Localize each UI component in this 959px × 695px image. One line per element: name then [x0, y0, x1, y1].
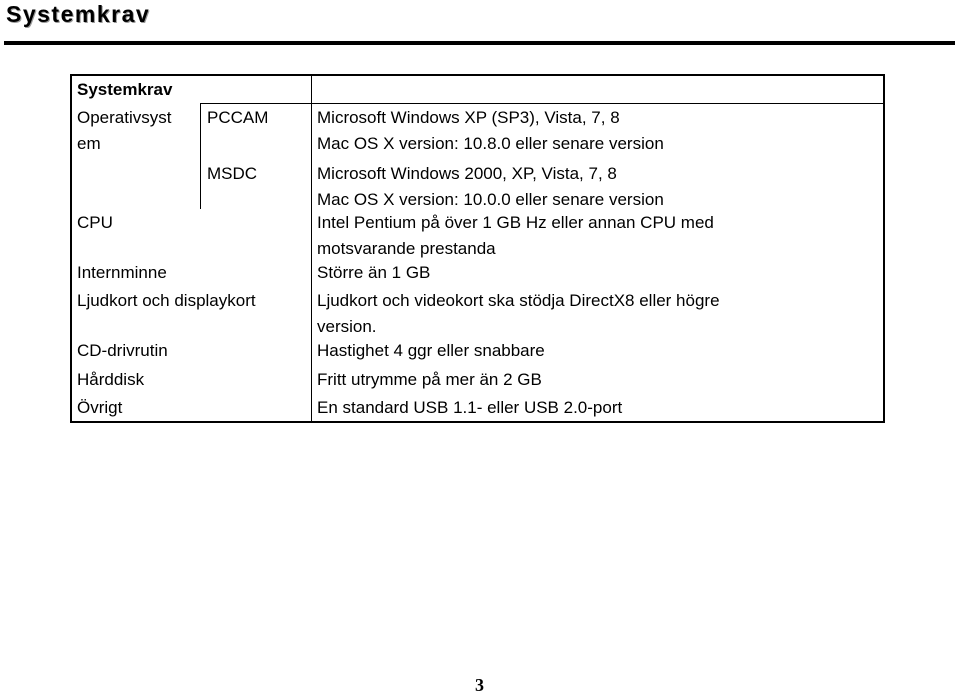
requirement-value-cd-drive: Hastighet 4 ggr eller snabbare — [317, 341, 545, 360]
requirement-line: version. — [317, 317, 377, 336]
requirement-line: Microsoft Windows XP (SP3), Vista, 7, 8 — [317, 108, 620, 127]
requirement-label-memory: Internminne — [77, 263, 167, 282]
os-requirement-pccam — [317, 105, 664, 157]
title-underline-rule — [4, 41, 955, 45]
requirement-line: Intel Pentium på över 1 GB Hz eller annan CPU med — [317, 213, 714, 232]
requirement-label-hard-disk: Hårddisk — [77, 370, 145, 389]
requirement-value-memory: Större än 1 GB — [317, 263, 431, 282]
os-label-line: Operativsyst — [77, 108, 172, 127]
os-label — [77, 105, 171, 157]
system-requirements-table — [70, 74, 885, 423]
page-number: 3 — [475, 675, 484, 695]
requirement-line: Ljudkort och videokort ska stödja DirectX8 eller högre — [317, 291, 720, 310]
requirement-label-other: Övrigt — [77, 398, 123, 417]
table-caption: Systemkrav — [77, 80, 173, 99]
requirement-label-sound-display: Ljudkort och displaykort — [77, 291, 256, 310]
os-variant-divider — [200, 103, 201, 209]
requirement-value-hard-disk: Fritt utrymme på mer än 2 GB — [317, 370, 542, 389]
caption-divider — [200, 103, 883, 104]
page-title: Systemkrav — [6, 1, 151, 27]
os-label-line: em — [77, 134, 101, 153]
requirement-value-cpu — [317, 210, 714, 262]
requirement-label-cpu: CPU — [77, 213, 113, 232]
requirement-value-sound-display — [317, 288, 720, 340]
requirement-line: motsvarande prestanda — [317, 239, 496, 258]
requirement-line: Mac OS X version: 10.0.0 eller senare version — [317, 190, 664, 209]
requirement-line: Microsoft Windows 2000, XP, Vista, 7, 8 — [317, 164, 617, 183]
os-requirement-msdc — [317, 161, 664, 213]
value-column-divider — [311, 76, 312, 421]
requirement-label-cd-drive: CD-drivrutin — [77, 341, 168, 360]
os-variant-pccam: PCCAM — [207, 108, 269, 127]
requirement-value-other: En standard USB 1.1- eller USB 2.0-port — [317, 398, 623, 417]
requirement-line: Mac OS X version: 10.8.0 eller senare version — [317, 134, 664, 153]
os-variant-msdc: MSDC — [207, 164, 258, 183]
